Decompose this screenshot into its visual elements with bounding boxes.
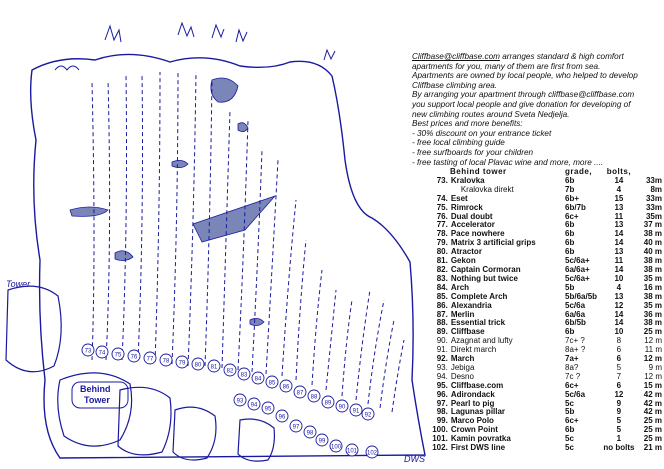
route-bolts: 6 <box>616 345 622 355</box>
route-bolts: 14 <box>614 309 624 319</box>
route-length: 38 m <box>643 291 662 301</box>
route-num: 74. <box>436 193 448 203</box>
route-length: 36 m <box>643 309 662 319</box>
route-bolts: 14 <box>614 238 624 248</box>
route-length: 25 m <box>643 434 662 444</box>
route-grade: 6c+ <box>565 380 579 390</box>
promo-line: Best prices and more benefits: <box>412 119 523 129</box>
route-num: 77. <box>436 220 448 230</box>
route-length: 33m <box>645 193 662 203</box>
route-num: 100. <box>432 425 448 435</box>
route-name: Kamin povratka <box>450 434 511 444</box>
route-bolts: 6 <box>616 380 622 390</box>
route-name: Jebiga <box>450 362 475 372</box>
route-marker-label: 73 <box>84 348 92 355</box>
route-length: 35m <box>645 211 662 221</box>
route-name: Gekon <box>450 256 476 266</box>
route-grade: 5c <box>565 398 574 408</box>
route-name: Complete Arch <box>450 291 508 301</box>
route-marker-label: 92 <box>364 412 372 419</box>
route-length: 42 m <box>643 407 662 417</box>
route-marker-label: 82 <box>226 368 234 375</box>
route-grade: 6a/6a+ <box>565 264 590 274</box>
route-marker-label: 80 <box>194 362 202 369</box>
route-name: Marco Polo <box>450 416 494 426</box>
route-bolts: 11 <box>614 211 624 221</box>
route-bolts: 10 <box>614 273 624 283</box>
route-grade: 6b <box>565 220 575 230</box>
route-marker-label: 91 <box>352 408 360 415</box>
route-grade: 5c/6a+ <box>565 256 590 266</box>
route-grade: 6b/7b <box>565 202 586 212</box>
route-bolts: 9 <box>616 407 622 417</box>
route-name: Arch <box>450 282 470 292</box>
route-bolts: 5 <box>616 362 622 372</box>
route-num: 96. <box>436 389 448 399</box>
route-grade: 5b <box>565 407 575 417</box>
route-length: 21 m <box>643 443 662 453</box>
route-name: Atractor <box>450 247 482 257</box>
route-name: Lagunas pillar <box>450 407 506 417</box>
shaded-patches <box>70 78 275 326</box>
route-name: Direkt march <box>450 345 497 355</box>
route-num: 86. <box>436 300 448 310</box>
sector-header: Behind tower <box>450 167 507 176</box>
route-marker-label: 74 <box>98 350 106 357</box>
promo-line: - free local climbing guide <box>412 138 505 148</box>
route-marker-label: 90 <box>338 404 346 411</box>
route-grade: 8a? <box>565 362 579 372</box>
route-bolts: 14 <box>614 229 624 239</box>
route-grade: 6b <box>565 327 575 337</box>
route-num: 85. <box>436 291 448 301</box>
route-marker-label: 76 <box>130 354 138 361</box>
route-length: 25 m <box>643 327 662 337</box>
route-marker-label: 86 <box>282 384 290 391</box>
tower-label: Tower <box>6 279 31 289</box>
promo-line: apartments for you, many of them are first from sea. <box>412 61 601 71</box>
route-num: 82. <box>436 264 448 274</box>
route-num: 97. <box>436 398 448 408</box>
route-name: March <box>450 354 475 364</box>
route-name: Rimrock <box>450 202 483 212</box>
route-name: Kralovka direkt <box>460 184 514 194</box>
route-length: 40 m <box>643 238 662 248</box>
route-name: Accelerator <box>450 220 495 230</box>
route-num: 99. <box>436 416 448 426</box>
route-num: 79. <box>436 238 448 248</box>
route-marker-label: 98 <box>306 430 314 437</box>
bushes <box>55 23 335 70</box>
route-name: Pearl to pig <box>450 398 495 408</box>
route-num: 91. <box>436 345 448 355</box>
route-lines <box>92 70 404 412</box>
route-grade: 6b <box>565 238 575 248</box>
route-num: 76. <box>436 211 448 221</box>
route-num: 93. <box>436 362 448 372</box>
route-grade: 6b <box>565 247 575 257</box>
route-num: 83. <box>436 273 448 283</box>
route-length: 8m <box>650 184 662 194</box>
route-marker-label: 88 <box>310 394 318 401</box>
route-num: 101. <box>432 434 448 444</box>
route-grade: 5c <box>565 443 574 453</box>
route-bolts: 11 <box>614 256 624 266</box>
route-bolts: 13 <box>614 247 624 257</box>
route-length: 12 m <box>643 354 662 364</box>
route-num: 75. <box>436 202 448 212</box>
route-bolts: 14 <box>614 318 624 328</box>
route-num: 89. <box>436 327 448 337</box>
route-bolts: 15 <box>614 193 624 203</box>
promo-line: - free surfboards for your children <box>412 147 534 157</box>
table-row <box>424 177 662 186</box>
route-marker-label: 99 <box>318 438 326 445</box>
cliffbase-promo-text <box>412 52 660 167</box>
route-num: 88. <box>436 318 448 328</box>
bolts-header: bolts, <box>606 167 632 176</box>
route-grade: 6b <box>565 175 575 185</box>
promo-line[interactable]: Cliffbase@cliffbase.com arranges standard & high comfort <box>412 52 624 61</box>
route-length: 9 m <box>648 362 662 372</box>
route-bolts: 9 <box>616 398 622 408</box>
route-name: Dual doubt <box>450 211 493 221</box>
route-grade: 5c/6a <box>565 389 586 399</box>
route-name: Captain Cormoran <box>450 264 521 274</box>
route-grade: 6a/6a <box>565 309 586 319</box>
route-marker-label: 101 <box>346 448 358 455</box>
route-num: 84. <box>436 282 448 292</box>
route-name: Cliffbase.com <box>450 380 504 390</box>
route-markers <box>82 344 378 458</box>
route-bolts: no bolts <box>603 443 635 453</box>
promo-line: new climbing routes around Sveta Nedjelja. <box>412 109 570 119</box>
route-grade: 6b <box>565 425 575 435</box>
route-length: 16 m <box>643 282 662 292</box>
route-num: 80. <box>436 247 448 257</box>
route-grade: 7c ? <box>565 371 581 381</box>
behind-tower-label-1: Behind <box>80 384 111 394</box>
route-length: 11 m <box>644 345 662 355</box>
route-marker-label: 75 <box>114 352 122 359</box>
route-num: 98. <box>436 407 448 417</box>
route-length: 35 m <box>643 273 662 283</box>
route-length: 33m <box>645 175 662 185</box>
route-length: 12 m <box>644 336 662 346</box>
route-length: 40 m <box>643 247 662 257</box>
route-name: Crown Point <box>450 425 498 435</box>
route-bolts: 4 <box>616 184 622 194</box>
route-bolts: 12 <box>614 389 624 399</box>
promo-line: Cliffbase climbing area. <box>412 80 498 90</box>
route-bolts: 12 <box>614 300 624 310</box>
route-name: Cliffbase <box>450 327 485 337</box>
route-name: Essential trick <box>450 318 506 328</box>
route-length: 12 m <box>644 371 662 381</box>
route-bolts: 14 <box>614 175 624 185</box>
route-marker-label: 97 <box>292 424 300 431</box>
route-grade: 5c <box>565 434 574 444</box>
route-marker-label: 100 <box>330 444 342 451</box>
route-num: 92. <box>436 354 448 364</box>
dws-label: DWS <box>404 454 425 464</box>
route-name: Adirondack <box>450 389 495 399</box>
route-num: 95. <box>436 380 448 390</box>
route-num: 94. <box>436 371 448 381</box>
route-marker-label: 96 <box>278 414 286 421</box>
route-marker-label: 85 <box>268 380 276 387</box>
promo-line: Apartments are owned by local people, who helped to develop <box>412 71 638 81</box>
route-name: Desno <box>450 371 474 381</box>
route-marker-label: 83 <box>240 372 248 379</box>
route-name: Kralovka <box>450 175 485 185</box>
route-name: Matrix 3 artificial grips <box>450 238 536 248</box>
route-grade: 5c/6a <box>565 300 586 310</box>
route-length: 25 m <box>643 416 662 426</box>
route-bolts: 7 <box>616 371 622 381</box>
route-bolts: 10 <box>614 327 624 337</box>
route-marker-label: 87 <box>296 390 304 397</box>
route-length: 38 m <box>643 229 662 239</box>
route-name: Azagnat and lufty <box>450 336 513 346</box>
route-num: 73. <box>436 175 448 185</box>
route-marker-label: 77 <box>146 356 154 363</box>
route-bolts: 5 <box>616 425 622 435</box>
route-name: Pace nowhere <box>450 229 505 239</box>
route-length: 42 m <box>643 389 662 399</box>
route-bolts: 8 <box>616 336 622 346</box>
route-num: 90. <box>436 336 448 346</box>
table-row <box>424 444 662 453</box>
route-length: 38 m <box>643 264 662 274</box>
route-marker-label: 93 <box>236 398 244 405</box>
route-grade: 6b <box>565 229 575 239</box>
route-grade: 7b <box>565 184 575 194</box>
route-grade: 5b <box>565 282 575 292</box>
route-bolts: 13 <box>614 202 624 212</box>
route-marker-label: 95 <box>264 406 272 413</box>
route-grade: 6b/5b <box>565 318 586 328</box>
route-marker-label: 84 <box>254 376 262 383</box>
route-length: 33m <box>645 202 662 212</box>
route-length: 25 m <box>643 425 662 435</box>
route-name: Merlin <box>450 309 475 319</box>
route-bolts: 13 <box>614 220 624 230</box>
route-name: Alexandria <box>450 300 492 310</box>
route-marker-label: 78 <box>162 358 170 365</box>
route-num: 87. <box>436 309 448 319</box>
route-bolts: 5 <box>616 416 622 426</box>
route-length: 35 m <box>643 300 662 310</box>
route-num: 78. <box>436 229 448 239</box>
route-grade: 7c+ ? <box>565 336 585 346</box>
route-marker-label: 89 <box>324 400 332 407</box>
promo-line: By arranging your apartment through cliffbase@cliffbase.com <box>412 90 635 100</box>
route-bolts: 14 <box>614 264 624 274</box>
route-grade: 6c+ <box>565 416 579 426</box>
route-bolts: 1 <box>616 434 622 444</box>
route-grade: 6b+ <box>565 193 580 203</box>
route-grade: 6c+ <box>565 211 579 221</box>
route-length: 15 m <box>643 380 662 390</box>
route-grade: 8a+ ? <box>565 345 586 355</box>
route-grade: 7a+ <box>565 354 579 364</box>
route-length: 37 m <box>643 220 662 230</box>
route-marker-label: 102 <box>366 450 378 457</box>
route-num: 102. <box>432 443 448 453</box>
grade-header: grade, <box>565 167 593 176</box>
route-bolts: 13 <box>614 291 624 301</box>
route-bolts: 6 <box>616 354 622 364</box>
route-marker-label: 79 <box>178 360 186 367</box>
route-name: Eset <box>450 193 468 203</box>
behind-tower-label-2: Tower <box>84 395 110 405</box>
route-bolts: 4 <box>616 282 622 292</box>
promo-line: - 30% discount on your entrance ticket <box>412 128 552 138</box>
route-length: 42 m <box>643 398 662 408</box>
route-grade: 5b/6a/5b <box>565 291 598 301</box>
route-length: 38 m <box>643 318 662 328</box>
route-marker-label: 94 <box>250 402 258 409</box>
route-name: First DWS line <box>450 443 506 453</box>
routes-table <box>424 168 662 453</box>
route-grade: 5c/6a+ <box>565 273 590 283</box>
promo-line: you support local people and give donation for developing of <box>412 99 631 109</box>
route-length: 38 m <box>643 256 662 266</box>
route-name: Nothing but twice <box>450 273 518 283</box>
route-num: 81. <box>436 256 448 266</box>
route-marker-label: 81 <box>210 364 218 371</box>
promo-line: - free tasting of local Plavac wine and more, more .... <box>412 157 604 167</box>
